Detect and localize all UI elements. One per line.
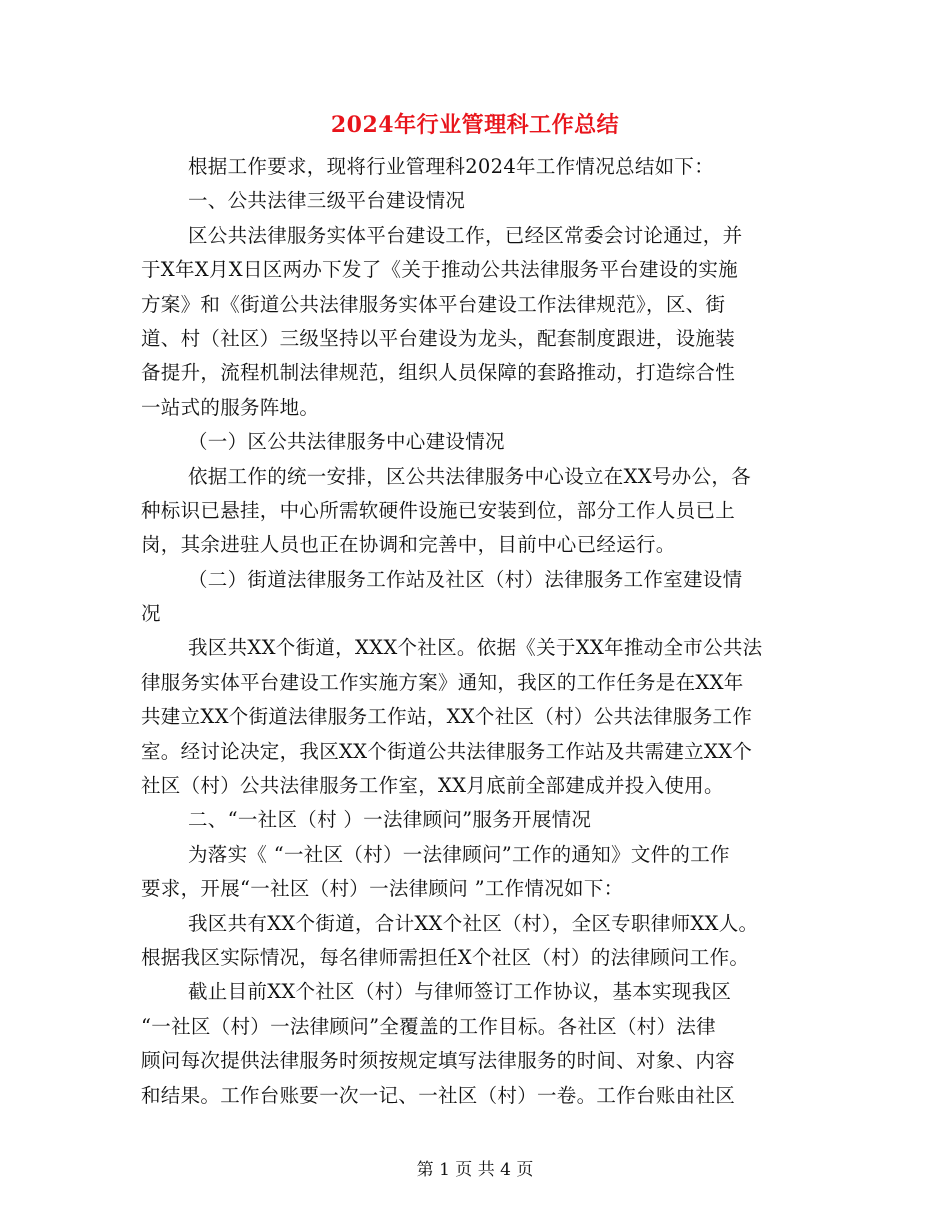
- paragraph-line: 种标识已悬挂，中心所需软硬件设施已安装到位，部分工作人员已上: [141, 498, 736, 522]
- paragraph-line: 为落实《 “一社区（村）一法律顾问”工作的通知》文件的工作: [188, 842, 730, 866]
- paragraph-line: 一站式的服务阵地。: [141, 395, 320, 419]
- paragraph-line: 备提升，流程机制法律规范，组织人员保障的套路推动，打造综合性: [141, 361, 736, 385]
- paragraph-line: 律服务实体平台建设工作实施方案》通知，我区的工作任务是在XX年: [141, 670, 744, 694]
- paragraph-line: 根据我区实际情况，每名律师需担任X个社区（村）的法律顾问工作。: [141, 945, 750, 969]
- paragraph-line: 顾问每次提供法律服务时须按规定填写法律服务的时间、对象、内容: [141, 1049, 736, 1073]
- paragraph-line: 要求，开展“一社区（村）一法律顾问 ”工作情况如下：: [141, 877, 624, 901]
- subsection-heading: （一）区公共法律服务中心建设情况: [188, 430, 505, 454]
- paragraph-line: 依据工作的统一安排，区公共法律服务中心设立在XX号办公，各: [188, 464, 751, 488]
- paragraph-line: 道、村（社区）三级坚持以平台建设为龙头，配套制度跟进，设施装: [141, 326, 736, 350]
- section-heading: 一、公共法律三级平台建设情况: [188, 189, 466, 213]
- paragraph-line: 岗，其余进驻人员也正在协调和完善中，目前中心已经运行。: [141, 533, 676, 557]
- document-title: 2024年行业管理科工作总结: [330, 112, 620, 138]
- section-heading: 二、“一社区（村 ）一法律顾问”服务开展情况: [188, 808, 592, 832]
- paragraph-line: 区公共法律服务实体平台建设工作，已经区常委会讨论通过，并: [188, 223, 743, 247]
- paragraph-line: “一社区（村）一法律顾问”全覆盖的工作目标。各社区（村）法律: [141, 1014, 716, 1038]
- paragraph-line: 我区共有XX个街道，合计XX个社区（村），全区专职律师XX人。: [188, 911, 759, 935]
- paragraph-line: 共建立XX个街道法律服务工作站，XX个社区（村）公共法律服务工作: [141, 705, 753, 729]
- subsection-heading-continued: 况: [141, 602, 161, 626]
- subsection-heading: （二）街道法律服务工作站及社区（村）法律服务工作室建设情: [188, 567, 743, 591]
- paragraph-line: 截止目前XX个社区（村）与律师签订工作协议，基本实现我区: [188, 980, 732, 1004]
- paragraph-line: 我区共XX个街道，XXX个社区。依据《关于XX年推动全市公共法: [188, 636, 763, 660]
- paragraph-line: 室。经讨论决定，我区XX个街道公共法律服务工作站及共需建立XX个: [141, 739, 753, 763]
- paragraph-line: 社区（村）公共法律服务工作室，XX月底前全部建成并投入使用。: [141, 774, 724, 798]
- paragraph-line: 和结果。工作台账要一次一记、一社区（村）一卷。工作台账由社区: [141, 1083, 736, 1107]
- paragraph-line: 于X年X月X日区两办下发了《关于推动公共法律服务平台建设的实施: [141, 258, 738, 282]
- document-body: [141, 150, 811, 1113]
- paragraph-line: 根据工作要求，现将行业管理科2024年工作情况总结如下：: [188, 155, 715, 178]
- page-footer: 第 1 页 共 4 页: [416, 1160, 534, 1180]
- paragraph-line: 方案》和《街道公共法律服务实体平台建设工作法律规范》，区、街: [141, 292, 726, 316]
